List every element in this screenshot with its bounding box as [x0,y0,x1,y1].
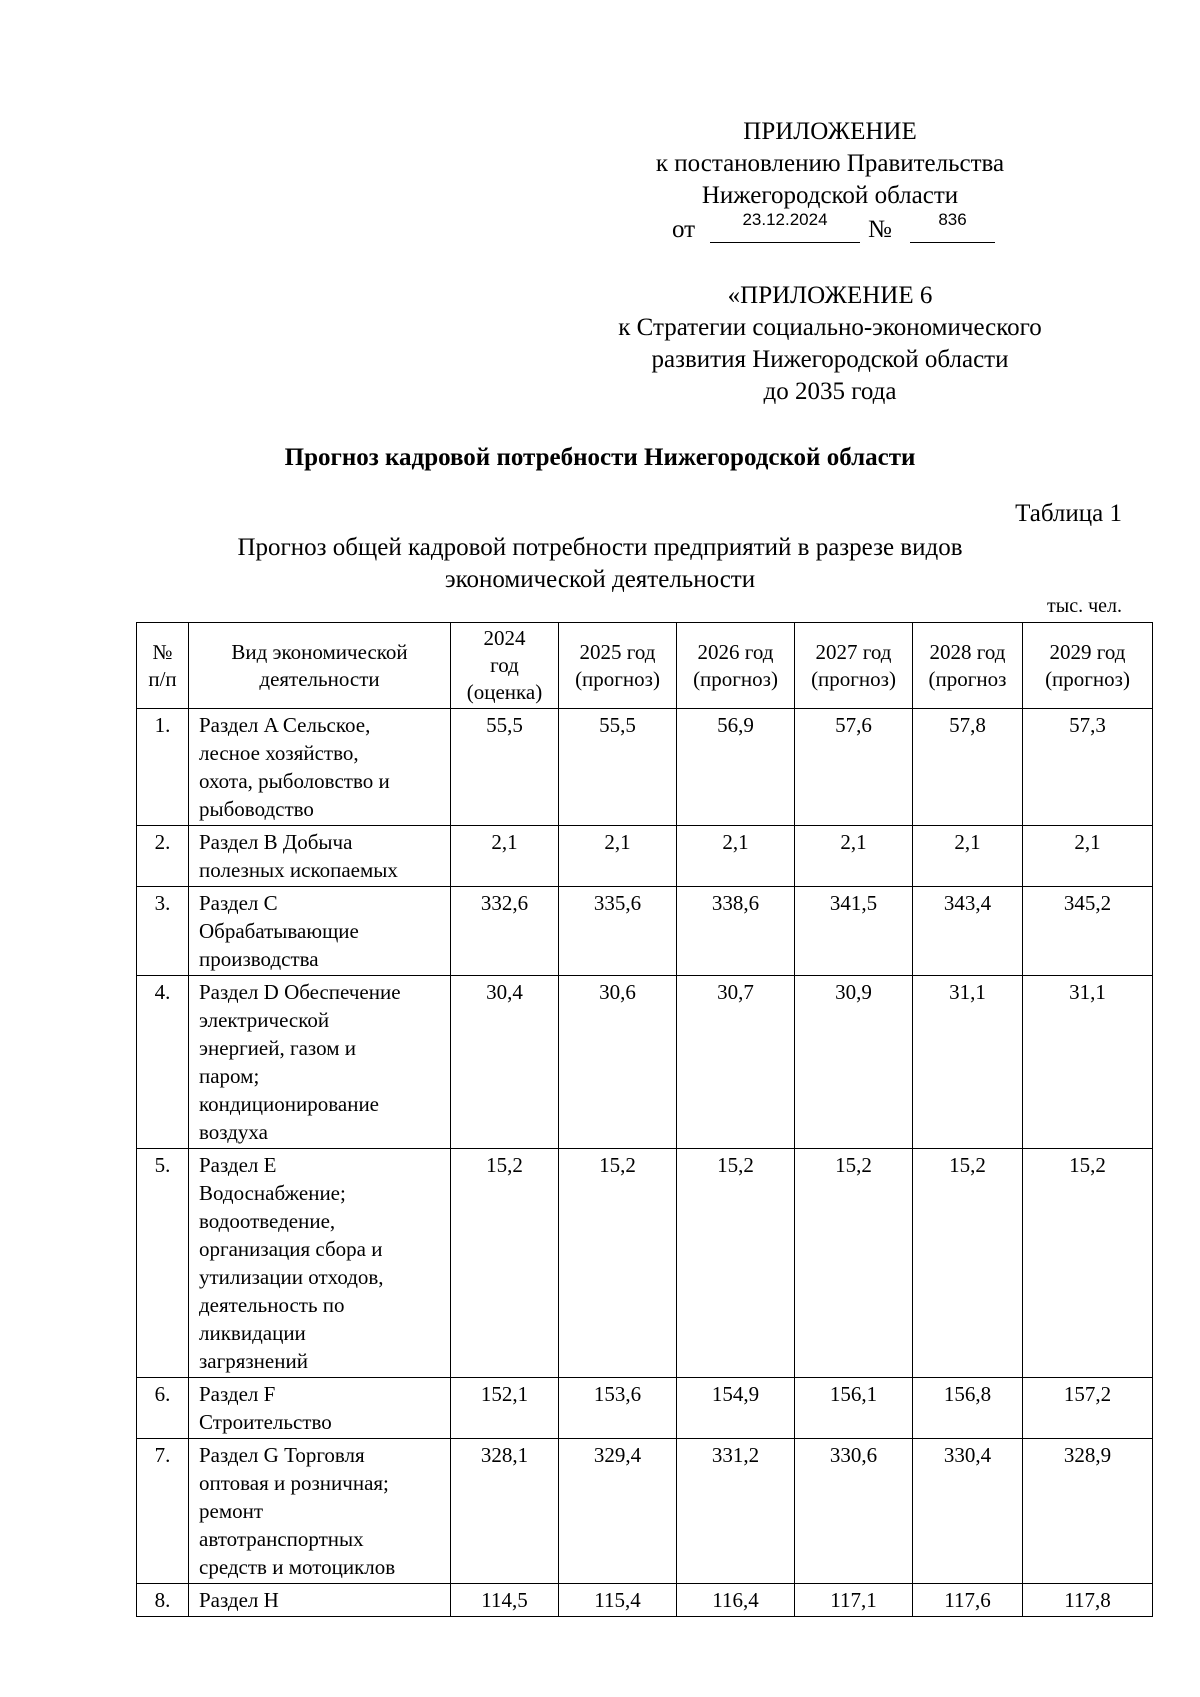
activity-name-line: деятельность по [199,1293,345,1317]
value-cell: 15,2 [913,1149,1023,1378]
header-2028: 2028 год (прогноз [913,623,1023,709]
document-title: Прогноз кадровой потребности Нижегородской области [284,444,916,471]
value-cell: 30,4 [451,976,559,1149]
value-cell: 328,9 [1023,1439,1153,1584]
order-line [560,212,1100,246]
value-cell: 56,9 [677,709,795,826]
value-cell: 2,1 [677,826,795,887]
activity-name-line: автотранспортных [199,1527,364,1551]
value-cell: 2,1 [795,826,913,887]
value-cell: 117,1 [795,1584,913,1617]
table-header-row [137,623,1153,709]
table-row [137,1378,1153,1439]
value-cell: 2,1 [451,826,559,887]
value-cell: 345,2 [1023,887,1153,976]
order-number: 836 [938,210,967,229]
header-num: № п/п [137,623,189,709]
value-cell: 15,2 [1023,1149,1153,1378]
row-number: 7. [137,1439,189,1584]
activity-name-line: Раздел C [199,891,278,915]
value-cell: 2,1 [1023,826,1153,887]
table-body [137,709,1153,1617]
value-cell: 117,8 [1023,1584,1153,1617]
forecast-table [136,622,1153,1617]
approval-region: Нижегородской области [701,182,959,209]
value-cell: 332,6 [451,887,559,976]
appendix-title: «ПРИЛОЖЕНИЕ 6 [727,282,933,309]
value-cell: 330,4 [913,1439,1023,1584]
row-number: 1. [137,709,189,826]
number-label: № [868,216,892,243]
row-number: 3. [137,887,189,976]
activity-name-line: утилизации отходов, [199,1265,384,1289]
activity-name-line: средств и мотоциклов [199,1555,396,1579]
table-row [137,709,1153,826]
value-cell: 15,2 [795,1149,913,1378]
value-cell: 328,1 [451,1439,559,1584]
table-row [137,1439,1153,1584]
activity-name-line: Раздел H [199,1588,279,1612]
activity-name-line: ликвидации [199,1321,306,1345]
value-cell: 15,2 [677,1149,795,1378]
table-caption-line-2: экономической деятельности [444,566,756,593]
appendix-line-4: до 2035 года [763,378,897,405]
activity-name-line: оптовая и розничная; [199,1471,389,1495]
appendix-line-2: к Стратегии социально-экономического [618,314,1042,341]
row-number: 4. [137,976,189,1149]
activity-name-line: кондиционирование [199,1092,380,1116]
activity-name-line: электрической [199,1008,330,1032]
value-cell: 343,4 [913,887,1023,976]
activity-name [189,976,451,1149]
activity-name-line: полезных ископаемых [199,858,398,882]
value-cell: 338,6 [677,887,795,976]
value-cell: 15,2 [559,1149,677,1378]
activity-name-line: воздуха [199,1120,268,1144]
activity-name-line: водоотведение, [199,1209,336,1233]
activity-name [189,887,451,976]
units-label: тыс. чел. [1047,595,1122,617]
header-activity: Вид экономической деятельности [189,623,451,709]
value-cell: 30,7 [677,976,795,1149]
activity-name-line: охота, рыболовство и [199,769,390,793]
activity-name-line: Строительство [199,1410,332,1434]
activity-name-line: Раздел D Обеспечение [199,980,401,1004]
value-cell: 2,1 [559,826,677,887]
table-label: Таблица 1 [1015,500,1122,527]
activity-name-line: производства [199,947,319,971]
activity-name-line: Раздел A Сельское, [199,713,371,737]
approval-header [560,116,1100,246]
approval-title: ПРИЛОЖЕНИЕ [743,118,917,145]
date-field [710,212,860,243]
order-date: 23.12.2024 [742,210,828,229]
table-row [137,887,1153,976]
activity-name-line: Раздел F [199,1382,276,1406]
value-cell: 156,8 [913,1378,1023,1439]
table-row [137,976,1153,1149]
activity-name-line: Раздел G Торговля [199,1443,365,1467]
table-row [137,826,1153,887]
value-cell: 55,5 [559,709,677,826]
value-cell: 117,6 [913,1584,1023,1617]
row-number: 6. [137,1378,189,1439]
activity-name-line: лесное хозяйство, [199,741,359,765]
value-cell: 157,2 [1023,1378,1153,1439]
value-cell: 341,5 [795,887,913,976]
value-cell: 31,1 [913,976,1023,1149]
table-caption-line-1: Прогноз общей кадровой потребности предприятий в разрезе видов [237,534,963,561]
activity-name [189,1378,451,1439]
value-cell: 30,9 [795,976,913,1149]
header-2025: 2025 год (прогноз) [559,623,677,709]
header-2027: 2027 год (прогноз) [795,623,913,709]
row-number: 2. [137,826,189,887]
header-2026: 2026 год (прогноз) [677,623,795,709]
value-cell: 57,6 [795,709,913,826]
activity-name-line: Обрабатывающие [199,919,359,943]
appendix-line-3: развития Нижегородской области [651,346,1009,373]
activity-name [189,1584,451,1617]
row-number: 8. [137,1584,189,1617]
number-field [910,212,995,243]
value-cell: 57,8 [913,709,1023,826]
value-cell: 329,4 [559,1439,677,1584]
appendix-header [540,280,1120,408]
value-cell: 116,4 [677,1584,795,1617]
value-cell: 30,6 [559,976,677,1149]
table-caption [200,532,1000,596]
value-cell: 153,6 [559,1378,677,1439]
table-row [137,1149,1153,1378]
table-row [137,1584,1153,1617]
value-cell: 330,6 [795,1439,913,1584]
value-cell: 335,6 [559,887,677,976]
approval-subtitle: к постановлению Правительства [655,150,1005,177]
value-cell: 152,1 [451,1378,559,1439]
activity-name-line: Раздел B Добыча [199,830,353,854]
activity-name-line: организация сбора и [199,1237,383,1261]
activity-name [189,1149,451,1378]
activity-name-line: загрязнений [199,1349,308,1373]
activity-name-line: Водоснабжение; [199,1181,346,1205]
activity-name [189,826,451,887]
activity-name [189,709,451,826]
activity-name [189,1439,451,1584]
activity-name-line: Раздел E [199,1153,277,1177]
value-cell: 57,3 [1023,709,1153,826]
activity-name-line: ремонт [199,1499,264,1523]
value-cell: 2,1 [913,826,1023,887]
value-cell: 154,9 [677,1378,795,1439]
value-cell: 55,5 [451,709,559,826]
header-2024: 2024 год (оценка) [451,623,559,709]
value-cell: 114,5 [451,1584,559,1617]
value-cell: 115,4 [559,1584,677,1617]
row-number: 5. [137,1149,189,1378]
value-cell: 331,2 [677,1439,795,1584]
header-2029: 2029 год (прогноз) [1023,623,1153,709]
activity-name-line: рыбоводство [199,797,314,821]
value-cell: 31,1 [1023,976,1153,1149]
value-cell: 15,2 [451,1149,559,1378]
from-label: от [672,216,696,243]
value-cell: 156,1 [795,1378,913,1439]
activity-name-line: паром; [199,1064,260,1088]
activity-name-line: энергией, газом и [199,1036,356,1060]
